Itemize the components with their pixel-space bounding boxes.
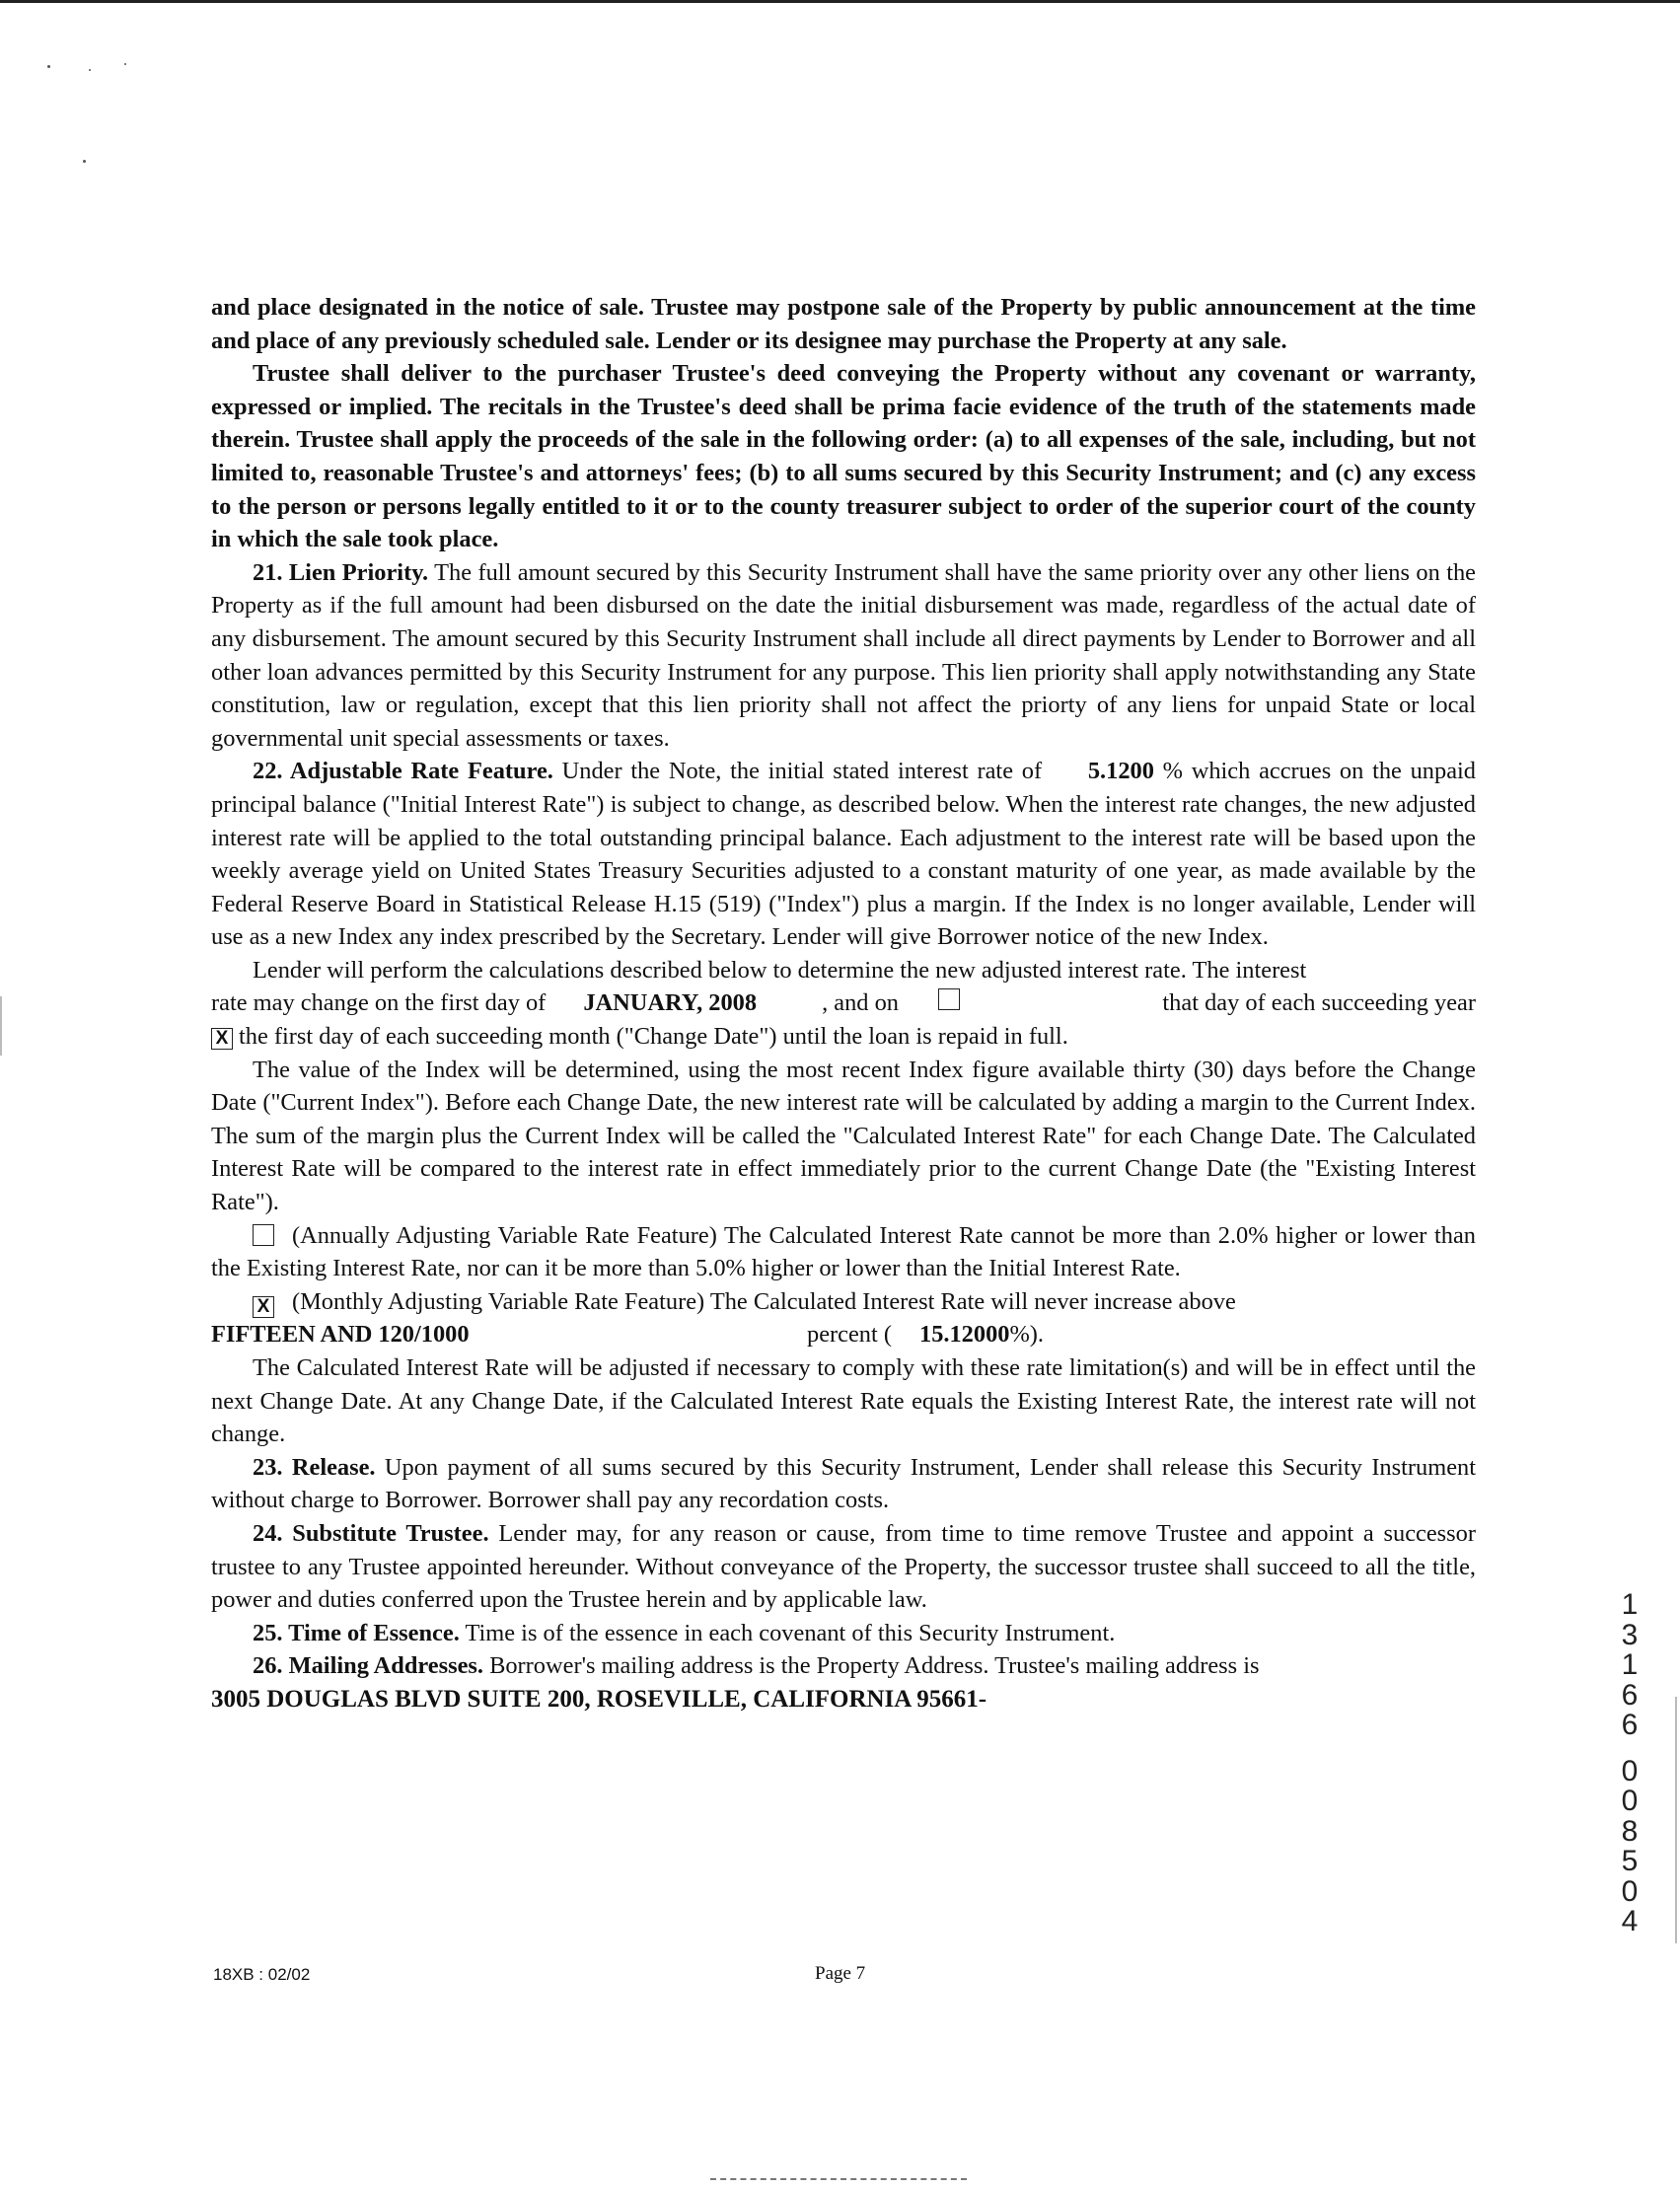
section-24-text: Lender may, for any reason or cause, from time to time remove Trustee and appoint a successor trustee to any Trustee appointed hereunder. Without conveyance of the Property, the successor trustee shall succeed to all the title, power and duties conferred upon the Trustee herein and by applicable law. bbox=[211, 1519, 1476, 1614]
change-date-text-b: , and on bbox=[822, 989, 899, 1017]
section-26-text: Borrower's mailing address is the Property Address. Trustee's mailing address is bbox=[483, 1652, 1260, 1680]
trustee-deed-paragraph: Trustee shall deliver to the purchaser Trustee's deed conveying the Property without any covenant or warranty, expressed or implied. The recitals in the Trustee's deed shall be prima facie evidence of the truth of the statements made therein. Trustee shall apply the proceeds of the sale in the following order: (a) to all expenses of the sale, including, but not limited to, reasonable Trustee's and attorneys' fees; (b) to all sums secured by this Security Instrument; and (c) any excess to the person or persons legally entitled to it or to the county treasurer subject to order of the superior court of the county in which the sale took place. bbox=[211, 360, 1476, 553]
stamp-digit: 3 bbox=[1621, 1618, 1639, 1651]
stamp-digit: 6 bbox=[1621, 1709, 1639, 1741]
section-22-text-a: Under the Note, the initial stated interest rate of bbox=[552, 758, 1051, 785]
stamp-digit: 1 bbox=[1621, 1588, 1639, 1621]
stamp-digit: 5 bbox=[1621, 1845, 1639, 1877]
monthly-adjust-text: (Monthly Adjusting Variable Rate Feature) The Calculated Interest Rate will never increase above bbox=[292, 1287, 1236, 1315]
annual-adjust-checkbox[interactable] bbox=[253, 1224, 274, 1246]
stamp-digit: 1 bbox=[1621, 1648, 1639, 1681]
recording-number-stamp bbox=[1612, 1590, 1647, 1937]
yearly-change-checkbox[interactable] bbox=[938, 988, 960, 1010]
rate-cap-percent-b: %). bbox=[1009, 1321, 1045, 1349]
change-date-line bbox=[211, 986, 1476, 1020]
section-21-text: The full amount secured by this Security Instrument shall have the same priority over any other liens on the Property as if the full amount had been disbursed on the date the initial disbursement was made, regardless of the actual date of any disbursement. The amount secured by this Security Instrument shall include all direct payments by Lender to Borrower and all other loan advances permitted by this Security Instrument for any purpose. This lien priority shall apply notwithstanding any State constitution, law or regulation, except that this lien priority shall not affect the priorty of any liens for unpaid State or local governmental unit special assessments or taxes. bbox=[211, 558, 1476, 752]
stamp-digit: 0 bbox=[1621, 1874, 1639, 1908]
monthly-adjust-option bbox=[211, 1285, 1476, 1319]
scan-edge-line bbox=[0, 996, 2, 1056]
initial-interest-rate: 5.1200 bbox=[1087, 758, 1154, 785]
stamp-digit: 8 bbox=[1621, 1814, 1639, 1848]
first-change-date: JANUARY, 2008 bbox=[583, 989, 758, 1017]
rate-cap-value: 15.12000 bbox=[919, 1321, 1010, 1349]
annual-adjust-text: (Annually Adjusting Variable Rate Feature) The Calculated Interest Rate cannot be more than 2.0% higher or lower than the Existing Interest Rate, nor can it be more than 5.0% higher or lower than the Initial Interest Rate. bbox=[211, 1221, 1476, 1282]
top-border-line bbox=[0, 0, 1680, 3]
scan-speck bbox=[89, 69, 91, 71]
section-22-text-b: % which accrues on the unpaid principal balance ("Initial Interest Rate") is subject to change, as described below. When the interest rate changes, the new adjusted interest rate will be applied to the total outstanding principal balance. Each adjustment to the interest rate will be based upon the weekly average yield on United States Treasury Securities adjusted to a constant maturity of one year, as made available by the Federal Reserve Board in Statistical Release H.15 (519) ("Index") plus a margin. If the Index is no longer available, Lender will use as a new Index any index prescribed by the Secretary. Lender will give Borrower notice of the new Index. bbox=[211, 758, 1476, 951]
scan-speck bbox=[124, 63, 126, 65]
section-26-mailing-addresses bbox=[211, 1649, 1476, 1683]
section-22-adjustable-rate bbox=[211, 755, 1476, 954]
form-code: 18XB : 02/02 bbox=[213, 1965, 311, 1984]
document-body bbox=[211, 291, 1476, 1716]
monthly-change-checkbox[interactable]: X bbox=[211, 1028, 233, 1050]
rate-adjustment-paragraph: The Calculated Interest Rate will be adjusted if necessary to comply with these rate limitation(s) and will be in effect until the next Change Date. At any Change Date, if the Calculated Interest Rate equals the Existing Interest Rate, the interest rate will not change. bbox=[211, 1354, 1476, 1448]
section-26-title: 26. Mailing Addresses. bbox=[253, 1652, 483, 1680]
monthly-change-text: the first day of each succeeding month ("Change Date") until the loan is repaid in full. bbox=[239, 1023, 1068, 1051]
section-21-title: 21. Lien Priority. bbox=[253, 558, 429, 586]
page-number: Page 7 bbox=[815, 1963, 866, 1984]
monthly-adjust-checkbox[interactable]: X bbox=[253, 1296, 274, 1318]
index-determination-paragraph: The value of the Index will be determined, using the most recent Index figure available thirty (30) days before the Change Date ("Current Index"). Before each Change Date, the new interest rate will be calculated by adding a margin to the Current Index. The sum of the margin plus the Current Index will be called the "Calculated Interest Rate" for each Change Date. The Calculated Interest Rate will be compared to the interest rate in effect immediately prior to the current Change Date (the "Existing Interest Rate"). bbox=[211, 1056, 1476, 1216]
section-25-text: Time is of the essence in each covenant of this Security Instrument. bbox=[459, 1619, 1116, 1646]
change-date-text-c: that day of each succeeding year bbox=[1162, 989, 1476, 1017]
rate-cap-line bbox=[211, 1318, 1476, 1351]
section-22-title: 22. Adjustable Rate Feature. bbox=[253, 758, 553, 785]
section-23-title: 23. Release. bbox=[253, 1453, 376, 1481]
section-24-substitute-trustee bbox=[211, 1517, 1476, 1617]
section-23-release bbox=[211, 1451, 1476, 1517]
section-23-text: Upon payment of all sums secured by this Security Instrument, Lender shall release this Security Instrument without charge to Borrower. Borrower shall pay any recordation costs. bbox=[211, 1453, 1476, 1514]
section-24-title: 24. Substitute Trustee. bbox=[253, 1519, 489, 1547]
stamp-digit: 0 bbox=[1621, 1754, 1639, 1788]
stamp-digit: 4 bbox=[1621, 1905, 1639, 1937]
scan-edge-line bbox=[1675, 1697, 1677, 1943]
trustee-mailing-address: 3005 DOUGLAS BLVD SUITE 200, ROSEVILLE, CALIFORNIA 95661- bbox=[211, 1685, 987, 1713]
scan-edge-marks bbox=[710, 2178, 967, 2182]
section-25-title: 25. Time of Essence. bbox=[253, 1619, 460, 1646]
change-date-text-a: rate may change on the first day of bbox=[211, 989, 547, 1017]
section-25-time-of-essence bbox=[211, 1617, 1476, 1650]
rate-cap-words: FIFTEEN AND 120/1000 bbox=[211, 1321, 470, 1349]
monthly-change-line bbox=[211, 1020, 1476, 1054]
annual-adjust-option bbox=[211, 1219, 1476, 1285]
scan-speck bbox=[83, 160, 86, 163]
rate-cap-percent-a: percent ( bbox=[807, 1321, 892, 1349]
sale-notice-paragraph: and place designated in the notice of sale. Trustee may postpone sale of the Property by public announcement at the time and place of any previously scheduled sale. Lender or its designee may purchase the Property at any sale. bbox=[211, 294, 1476, 354]
section-21-lien-priority bbox=[211, 556, 1476, 756]
scan-speck bbox=[47, 65, 50, 68]
stamp-digit: 0 bbox=[1621, 1785, 1639, 1817]
calculation-line-1: Lender will perform the calculations described below to determine the new adjusted interest rate. The interest bbox=[253, 956, 1307, 984]
stamp-digit: 6 bbox=[1621, 1678, 1639, 1712]
